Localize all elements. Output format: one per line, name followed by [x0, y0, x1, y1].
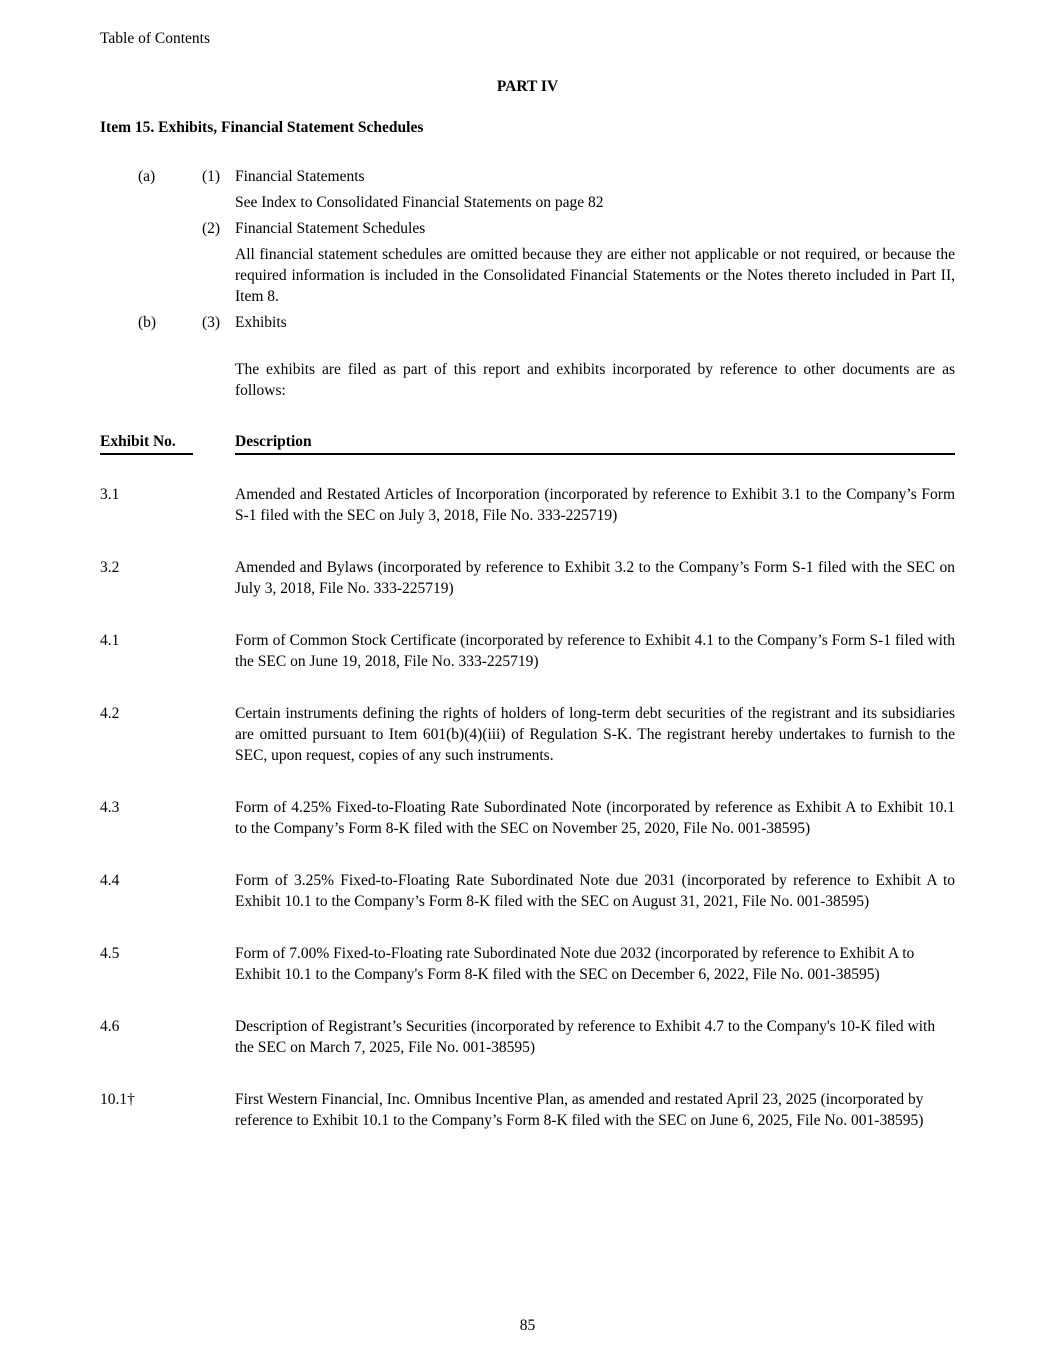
item-15-heading: Item 15. Exhibits, Financial Statement Schedules — [100, 119, 424, 136]
outline-spacer — [100, 192, 235, 213]
exhibit-description-cell: Form of 7.00% Fixed-to-Floating rate Subordinated Note due 2032 (incorporated by reference to Exhibit A to Exhibit 10.1 to the Company's Form 8-K filed with the SEC on December 6, 2022, File No. 001-38595) — [235, 945, 915, 983]
exhibit-description-cell: Amended and Restated Articles of Incorporation (incorporated by reference to Exhibit 3.1 to the Company’s Form S-1 filed with the SEC on July 3, 2018, File No. 333-225719) — [235, 486, 955, 524]
outline-note: All financial statement schedules are omitted because they are either not applicable or not required, or because the required information is included in the Consolidated Financial Statements or the Notes thereto included in Part II, Item 8. — [235, 246, 955, 305]
outline-letter — [100, 218, 202, 239]
exhibit-no-cell: 3.1 — [100, 486, 120, 503]
table-row-10-1 — [100, 1089, 955, 1131]
exhibit-no-cell: 10.1† — [100, 1091, 135, 1108]
exhibit-no-cell: 4.3 — [100, 799, 120, 816]
page-number: 85 — [519, 1317, 536, 1334]
outline-title: Financial Statements — [235, 168, 365, 185]
exhibit-description-cell: Description of Registrant’s Securities (incorporated by reference to Exhibit 4.7 to the Company's 10-K filed with the SEC on March 7, 2025, File No. 001-38595) — [235, 1018, 936, 1056]
exhibit-description-cell: Amended and Bylaws (incorporated by reference to Exhibit 3.2 to the Company’s Form S-1 filed with the SEC on July 3, 2018, File No. 333-225719) — [235, 559, 955, 597]
table-row-3-1 — [100, 484, 955, 526]
exhibit-description-cell: Form of Common Stock Certificate (incorporated by reference to Exhibit 4.1 to the Company’s Form S-1 filed with the SEC on June 19, 2018, File No. 333-225719) — [235, 632, 955, 670]
outline-item-b3 — [100, 312, 955, 333]
table-row-4-6 — [100, 1016, 955, 1058]
exhibit-description-cell: Certain instruments defining the rights of holders of long-term debt securities of the registrant and its subsidiaries are omitted pursuant to Item 601(b)(4)(iii) of Regulation S-K. The registrant hereby undertakes to furnish to the SEC, upon request, copies of any such instruments. — [235, 705, 955, 764]
exhibit-description-cell: First Western Financial, Inc. Omnibus Incentive Plan, as amended and restated April 23, 2025 (incorporated by reference to Exhibit 10.1 to the Company’s Form 8-K filed with the SEC on June 6, 2025, File No. 001-38595) — [235, 1091, 924, 1129]
exhibit-no-cell: 4.1 — [100, 632, 120, 649]
outline-title: Exhibits — [235, 314, 287, 331]
exhibit-no-cell: 4.2 — [100, 705, 120, 722]
table-row-4-1 — [100, 630, 955, 672]
outline-number: (3) — [202, 314, 221, 331]
table-row-4-2 — [100, 703, 955, 766]
breadcrumb: Table of Contents — [100, 30, 210, 47]
exhibit-no-header: Exhibit No. — [100, 431, 193, 455]
outline-item-a1 — [100, 166, 955, 187]
exhibit-no-cell: 4.5 — [100, 945, 120, 962]
outline-note-row — [100, 244, 955, 307]
outline-title: Financial Statement Schedules — [235, 220, 426, 237]
description-header: Description — [235, 431, 955, 455]
outline-letter: (a) — [138, 168, 156, 185]
outline-section — [100, 166, 955, 333]
exhibits-table-header — [100, 431, 955, 455]
outline-note-row — [100, 192, 955, 213]
exhibit-description-cell: Form of 4.25% Fixed-to-Floating Rate Subordinated Note (incorporated by reference as Exhibit A to Exhibit 10.1 to the Company’s Form 8-K filed with the SEC on November 25, 2020, File No. 001-38595) — [235, 799, 955, 837]
outline-item-2 — [100, 218, 955, 239]
exhibit-no-cell: 4.4 — [100, 872, 120, 889]
outline-spacer — [100, 244, 235, 307]
outline-note: See Index to Consolidated Financial Statements on page 82 — [235, 194, 604, 211]
outline-letter: (b) — [138, 314, 157, 331]
exhibit-no-header-cell — [100, 431, 235, 455]
table-row-4-4 — [100, 870, 955, 912]
table-row-4-5 — [100, 943, 955, 985]
outline-number: (2) — [202, 220, 221, 237]
table-row-4-3 — [100, 797, 955, 839]
exhibit-description-cell: Form of 3.25% Fixed-to-Floating Rate Subordinated Note due 2031 (incorporated by reference to Exhibit A to Exhibit 10.1 to the Company’s Form 8-K filed with the SEC on August 31, 2021, File No. 001-38595) — [235, 872, 955, 910]
exhibit-no-cell: 3.2 — [100, 559, 120, 576]
exhibit-no-cell: 4.6 — [100, 1018, 120, 1035]
exhibits-table — [100, 431, 955, 1131]
part-heading: PART IV — [496, 78, 559, 95]
outline-number: (1) — [202, 168, 221, 185]
exhibits-intro: The exhibits are filed as part of this report and exhibits incorporated by reference to other documents are as follows: — [235, 361, 955, 399]
table-row-3-2 — [100, 557, 955, 599]
